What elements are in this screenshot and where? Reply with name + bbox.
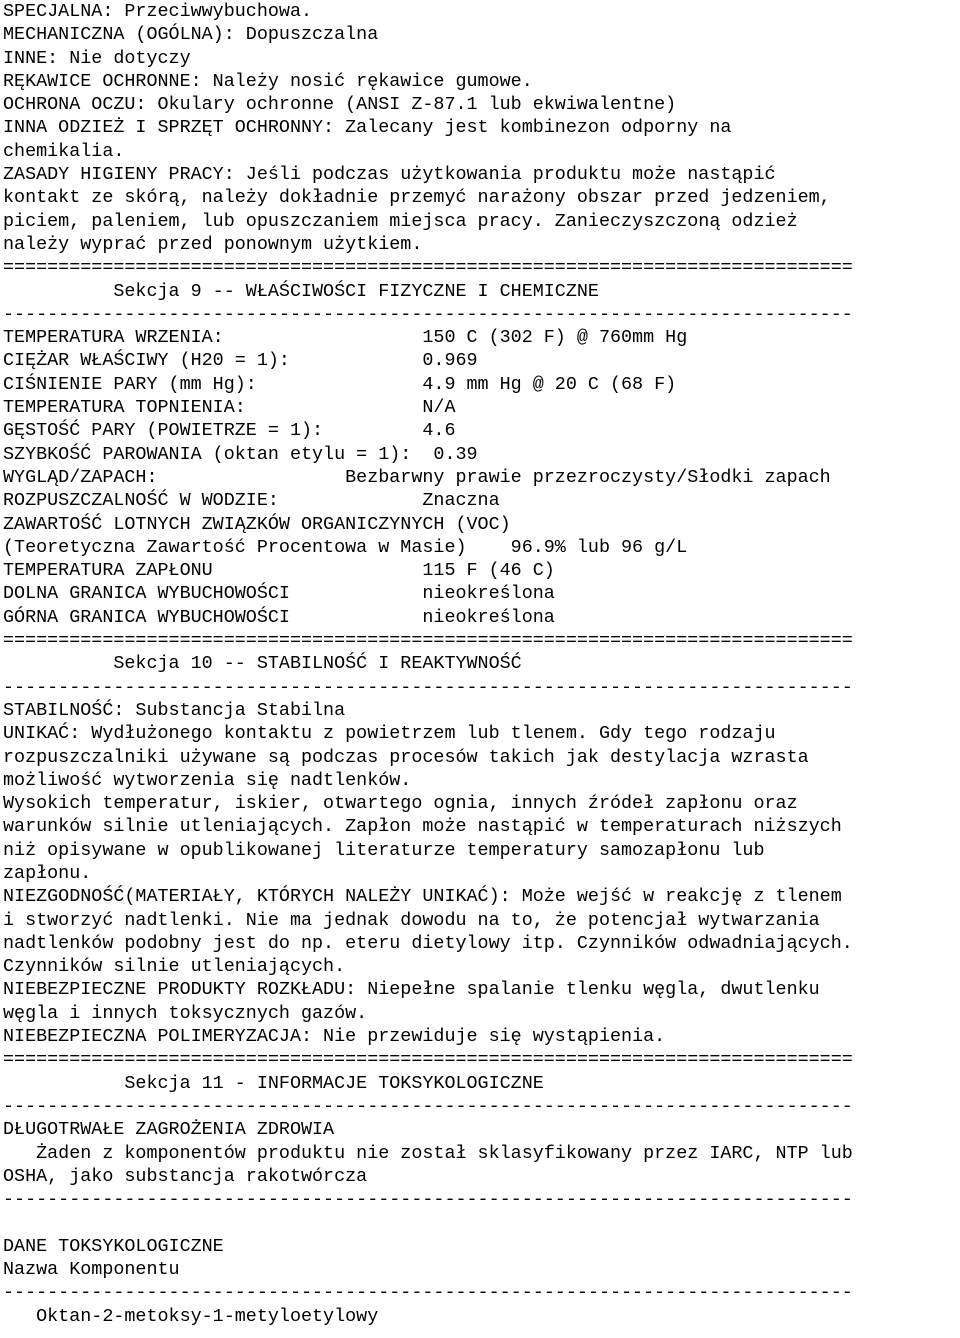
property-row: WYGLĄD/ZAPACH: Bezbarwny prawie przezroczysty/Słodki zapach — [3, 466, 831, 488]
property-row: TEMPERATURA WRZENIA: 150 C (302 F) @ 760mm Hg — [3, 327, 688, 349]
text-line: STABILNOŚĆ: Substancja Stabilna — [3, 699, 346, 721]
section-separator-single: ----------------------------------------------------------------------------- — [3, 1095, 853, 1117]
text-line: Czynników silnie utleniających. — [3, 956, 346, 978]
text-line: warunków silnie utleniających. Zapłon może nastąpić w temperaturach niższych — [3, 816, 842, 838]
text-line: ZASADY HIGIENY PRACY: Jeśli podczas użytkowania produktu może nastąpić — [3, 164, 776, 186]
section-separator-single: ----------------------------------------------------------------------------- — [3, 303, 853, 325]
sds-document-page — [3, 0, 960, 1328]
property-row: DOLNA GRANICA WYBUCHOWOŚCI nieokreślona — [3, 583, 555, 605]
property-row: TEMPERATURA TOPNIENIA: N/A — [3, 397, 456, 419]
text-line: piciem, paleniem, lub opuszczaniem miejsca pracy. Zanieczyszczoną odzież — [3, 210, 798, 232]
text-line: możliwość wytworzenia się nadtlenków. — [3, 769, 412, 791]
text-line: rozpuszczalniki używane są podczas procesów takich jak destylacja wzrasta — [3, 746, 809, 768]
property-row: CIŚNIENIE PARY (mm Hg): 4.9 mm Hg @ 20 C (68 F) — [3, 373, 677, 395]
section-separator-double: ============================================================================= — [3, 257, 853, 279]
property-row: SZYBKOŚĆ PAROWANIA (oktan etylu = 1): 0.39 — [3, 443, 478, 465]
text-line: węgla i innych toksycznych gazów. — [3, 1002, 368, 1024]
text-line: INNE: Nie dotyczy — [3, 47, 191, 69]
section-10-heading: Sekcja 10 -- STABILNOŚĆ I REAKTYWNOŚĆ — [3, 653, 522, 675]
property-row: GĘSTOŚĆ PARY (POWIETRZE = 1): 4.6 — [3, 420, 456, 442]
text-line: kontakt ze skórą, należy dokładnie przemyć narażony obszar przed jedzeniem, — [3, 187, 831, 209]
text-line: NIEBEZPIECZNA POLIMERYZACJA: Nie przewiduje się wystąpienia. — [3, 1026, 666, 1048]
text-line: UNIKAĆ: Wydłużonego kontaktu z powietrzem lub tlenem. Gdy tego rodzaju — [3, 723, 776, 745]
section-separator-double: ============================================================================= — [3, 1049, 853, 1071]
section-separator-double: ============================================================================= — [3, 630, 853, 652]
section-separator-single: ----------------------------------------------------------------------------- — [3, 1282, 853, 1304]
text-line: niż opisywane w opublikowanej literaturze temperatury samozapłonu lub — [3, 839, 765, 861]
section-separator-single: ----------------------------------------------------------------------------- — [3, 676, 853, 698]
text-line: OCHRONA OCZU: Okulary ochronne (ANSI Z-87.1 lub ekwiwalentne) — [3, 94, 677, 116]
text-line: RĘKAWICE OCHRONNE: Należy nosić rękawice gumowe. — [3, 70, 533, 92]
component-name: Oktan-2-metoksy-1-metyloetylowy — [3, 1305, 379, 1327]
text-line: OSHA, jako substancja rakotwórcza — [3, 1165, 368, 1187]
text-line: SPECJALNA: Przeciwwybuchowa. — [3, 1, 313, 22]
text-line: chemikalia. — [3, 140, 125, 162]
property-row: CIĘŻAR WŁAŚCIWY (H20 = 1): 0.969 — [3, 350, 478, 372]
text-line: Wysokich temperatur, iskier, otwartego ognia, innych źródeł zapłonu oraz — [3, 793, 798, 815]
text-line: DANE TOKSYKOLOGICZNE — [3, 1235, 224, 1257]
text-line: Nazwa Komponentu — [3, 1259, 180, 1281]
text-line: należy wyprać przed ponownym użytkiem. — [3, 233, 423, 255]
section-9-heading: Sekcja 9 -- WŁAŚCIWOŚCI FIZYCZNE I CHEMICZNE — [3, 280, 599, 302]
text-line: NIEZGODNOŚĆ(MATERIAŁY, KTÓRYCH NALEŻY UNIKAĆ): Może wejść w reakcję z tlenem — [3, 886, 842, 908]
property-row: (Teoretyczna Zawartość Procentowa w Masie) 96.9% lub 96 g/L — [3, 536, 688, 558]
section-separator-single: ----------------------------------------------------------------------------- — [3, 1189, 853, 1211]
blank-line — [3, 1211, 960, 1234]
text-line: INNA ODZIEŻ I SPRZĘT OCHRONNY: Zalecany jest kombinezon odporny na — [3, 117, 732, 139]
text-line: i stworzyć nadtlenki. Nie ma jednak dowodu na to, że potencjał wytwarzania — [3, 909, 820, 931]
text-line: zapłonu. — [3, 862, 92, 884]
text-line: nadtlenków podobny jest do np. eteru dietylowy itp. Czynników odwadniających. — [3, 932, 853, 954]
text-line: DŁUGOTRWAŁE ZAGROŻENIA ZDROWIA — [3, 1119, 335, 1141]
text-line: MECHANICZNA (OGÓLNA): Dopuszczalna — [3, 24, 379, 46]
property-row: GÓRNA GRANICA WYBUCHOWOŚCI nieokreślona — [3, 606, 555, 628]
property-row: ZAWARTOŚĆ LOTNYCH ZWIĄZKÓW ORGANICZYNYCH (VOC) — [3, 513, 511, 535]
property-row: TEMPERATURA ZAPŁONU 115 F (46 C) — [3, 560, 555, 582]
section-11-heading: Sekcja 11 - INFORMACJE TOKSYKOLOGICZNE — [3, 1072, 544, 1094]
text-line: NIEBEZPIECZNE PRODUKTY ROZKŁADU: Niepełne spalanie tlenku węgla, dwutlenku — [3, 979, 820, 1001]
property-row: ROZPUSZCZALNOŚĆ W WODZIE: Znaczna — [3, 490, 500, 512]
text-line: Żaden z komponentów produktu nie został sklasyfikowany przez IARC, NTP lub — [3, 1142, 853, 1164]
